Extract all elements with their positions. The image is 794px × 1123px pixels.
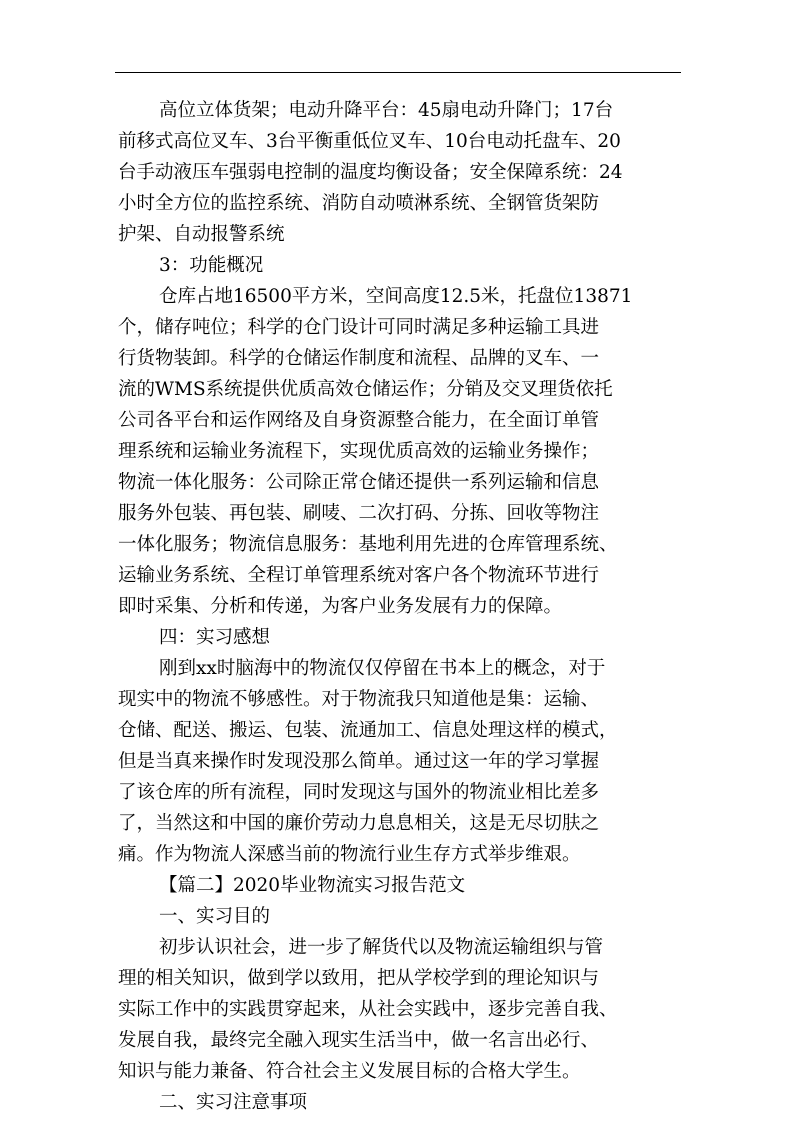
- text-line: 个，储存吨位；科学的仓门设计可同时满足多种运输工具进: [118, 317, 600, 338]
- text-line: 仓储、配送、搬运、包装、流通加工、信息处理这样的模式，: [118, 720, 618, 741]
- text-line: 二、实习注意事项: [159, 1092, 308, 1113]
- text-line: 理的相关知识，做到学以致用，把从学校学到的理论知识与: [118, 968, 600, 989]
- text-line: 知识与能力兼备、符合社会主义发展目标的合格大学生。: [118, 1061, 581, 1082]
- text-line: 高位立体货架；电动升降平台：45扇电动升降门；17台: [159, 100, 614, 121]
- text-line: 物流一体化服务：公司除正常仓储还提供一系列运输和信息: [118, 472, 600, 493]
- text-line: 了该仓库的所有流程，同时发现这与国外的物流业相比差多: [118, 782, 600, 803]
- text-line: 实际工作中的实践贯穿起来，从社会实践中，逐步完善自我、: [118, 999, 618, 1020]
- text-line: 3：功能概况: [159, 255, 264, 276]
- text-line: 仓库占地16500平方米，空间高度12.5米，托盘位13871: [159, 286, 633, 307]
- text-line: 初步认识社会，进一步了解货代以及物流运输组织与管: [159, 937, 604, 958]
- text-line: 前移式高位叉车、3台平衡重低位叉车、10台电动托盘车、20: [118, 131, 621, 152]
- text-line: 发展自我，最终完全融入现实生活当中，做一名言出必行、: [118, 1030, 600, 1051]
- text-line: 现实中的物流不够感性。对于物流我只知道他是集：运输、: [118, 689, 600, 710]
- text-line: 刚到xx时脑海中的物流仅仅停留在书本上的概念，对于: [159, 658, 606, 679]
- text-line: 了，当然这和中国的廉价劳动力息息相关，这是无尽切肤之: [118, 813, 600, 834]
- text-line: 即时采集、分析和传递，为客户业务发展有力的保障。: [118, 596, 563, 617]
- text-line: 但是当真来操作时发现没那么简单。通过这一年的学习掌握: [118, 751, 600, 772]
- text-line: 流的WMS系统提供优质高效仓储运作；分销及交叉理货依托: [118, 379, 613, 400]
- text-line: 四：实习感想: [159, 627, 271, 648]
- text-line: 一体化服务；物流信息服务：基地利用先进的仓库管理系统、: [118, 534, 618, 555]
- text-line: 一、实习目的: [159, 906, 271, 927]
- text-line: 运输业务系统、全程订单管理系统对客户各个物流环节进行: [118, 565, 600, 586]
- text-line: 理系统和运输业务流程下，实现优质高效的运输业务操作；: [118, 441, 600, 462]
- text-line: 小时全方位的监控系统、消防自动喷淋系统、全钢管货架防: [118, 193, 600, 214]
- text-line: 台手动液压车强弱电控制的温度均衡设备；安全保障系统：24: [118, 162, 623, 183]
- text-line: 服务外包装、再包装、刷唛、二次打码、分拣、回收等物注: [118, 503, 600, 524]
- document-body: [118, 95, 684, 1118]
- text-line: 痛。作为物流人深感当前的物流行业生存方式举步维艰。: [118, 844, 581, 865]
- text-line: 公司各平台和运作网络及自身资源整合能力，在全面订单管: [118, 410, 600, 431]
- header-rule: [115, 72, 681, 73]
- text-line: 行货物装卸。科学的仓储运作制度和流程、品牌的叉车、一: [118, 348, 600, 369]
- text-line: 护架、自动报警系统: [118, 224, 285, 245]
- text-line: 【篇二】2020毕业物流实习报告范文: [159, 875, 466, 896]
